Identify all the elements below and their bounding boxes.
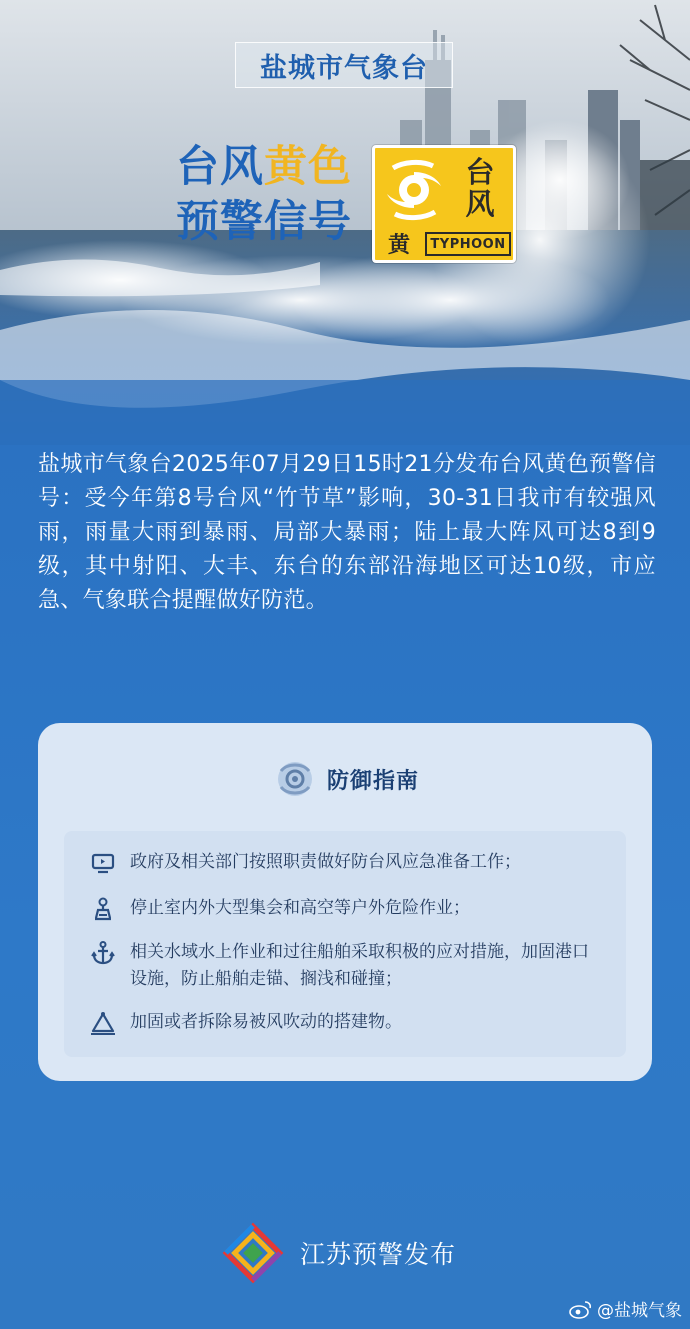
guide-item	[90, 849, 600, 876]
station-name: 盐城市气象台	[235, 42, 453, 88]
weibo-icon	[569, 1299, 593, 1319]
guide-item-text: 停止室内外大型集会和高空等户外危险作业；	[130, 898, 470, 918]
signal-english-label: TYPHOON	[425, 232, 511, 256]
anchor-icon	[90, 940, 116, 966]
guide-title: 防御指南	[326, 768, 419, 794]
signal-level-char: 黄	[387, 232, 410, 258]
jiangsu-warning-logo	[220, 1220, 286, 1286]
publisher-footer	[220, 1218, 456, 1288]
guide-item	[90, 939, 600, 993]
typhoon-symbol-icon	[381, 154, 447, 224]
warning-title	[176, 140, 352, 250]
typhoon-yellow-signal-badge	[372, 145, 516, 263]
guide-item-text: 政府及相关部门按照职责做好防台风应急准备工作；	[130, 852, 521, 872]
publisher-name: 江苏预警发布	[300, 1240, 457, 1269]
warning-triangle-icon	[90, 1010, 116, 1036]
warning-title-level: 黄色	[264, 142, 352, 192]
guide-item-text: 加固或者拆除易被风吹动的搭建物。	[130, 1012, 402, 1032]
warning-title-line1	[176, 140, 352, 195]
guide-item	[90, 1009, 600, 1036]
crane-icon	[90, 896, 116, 922]
warning-announcement-text: 盐城市气象台2025年07月29日15时21分发布台风黄色预警信号：受今年第8号台风“竹节草”影响，30-31日我市有较强风雨，雨量大雨到暴雨、局部大暴雨；陆上最大阵风可达8到9级，其中射阳、大丰、东台的东部沿海地区可达10级，市应急、气象联合提醒做好防范。	[38, 452, 656, 613]
typhoon-swirl-icon	[271, 757, 319, 801]
signal-chinese-label	[449, 154, 511, 222]
signal-char-top: 台	[465, 155, 495, 189]
guide-list	[64, 831, 626, 1057]
weibo-handle: @盐城气象	[597, 1301, 682, 1321]
warning-title-line2: 预警信号	[176, 197, 352, 247]
guide-item	[90, 895, 600, 922]
monitor-icon	[90, 850, 116, 876]
guide-item-text: 相关水域水上作业和过往船舶采取积极的应对措施，加固港口设施，防止船舶走锚、搁浅和碰撞；	[130, 942, 589, 989]
hero-banner	[0, 0, 690, 445]
signal-char-bottom: 风	[465, 187, 495, 221]
weibo-watermark	[569, 1296, 682, 1321]
defense-guide-card	[38, 723, 652, 1081]
guide-header	[38, 751, 652, 807]
warning-title-type: 台风	[176, 142, 264, 192]
